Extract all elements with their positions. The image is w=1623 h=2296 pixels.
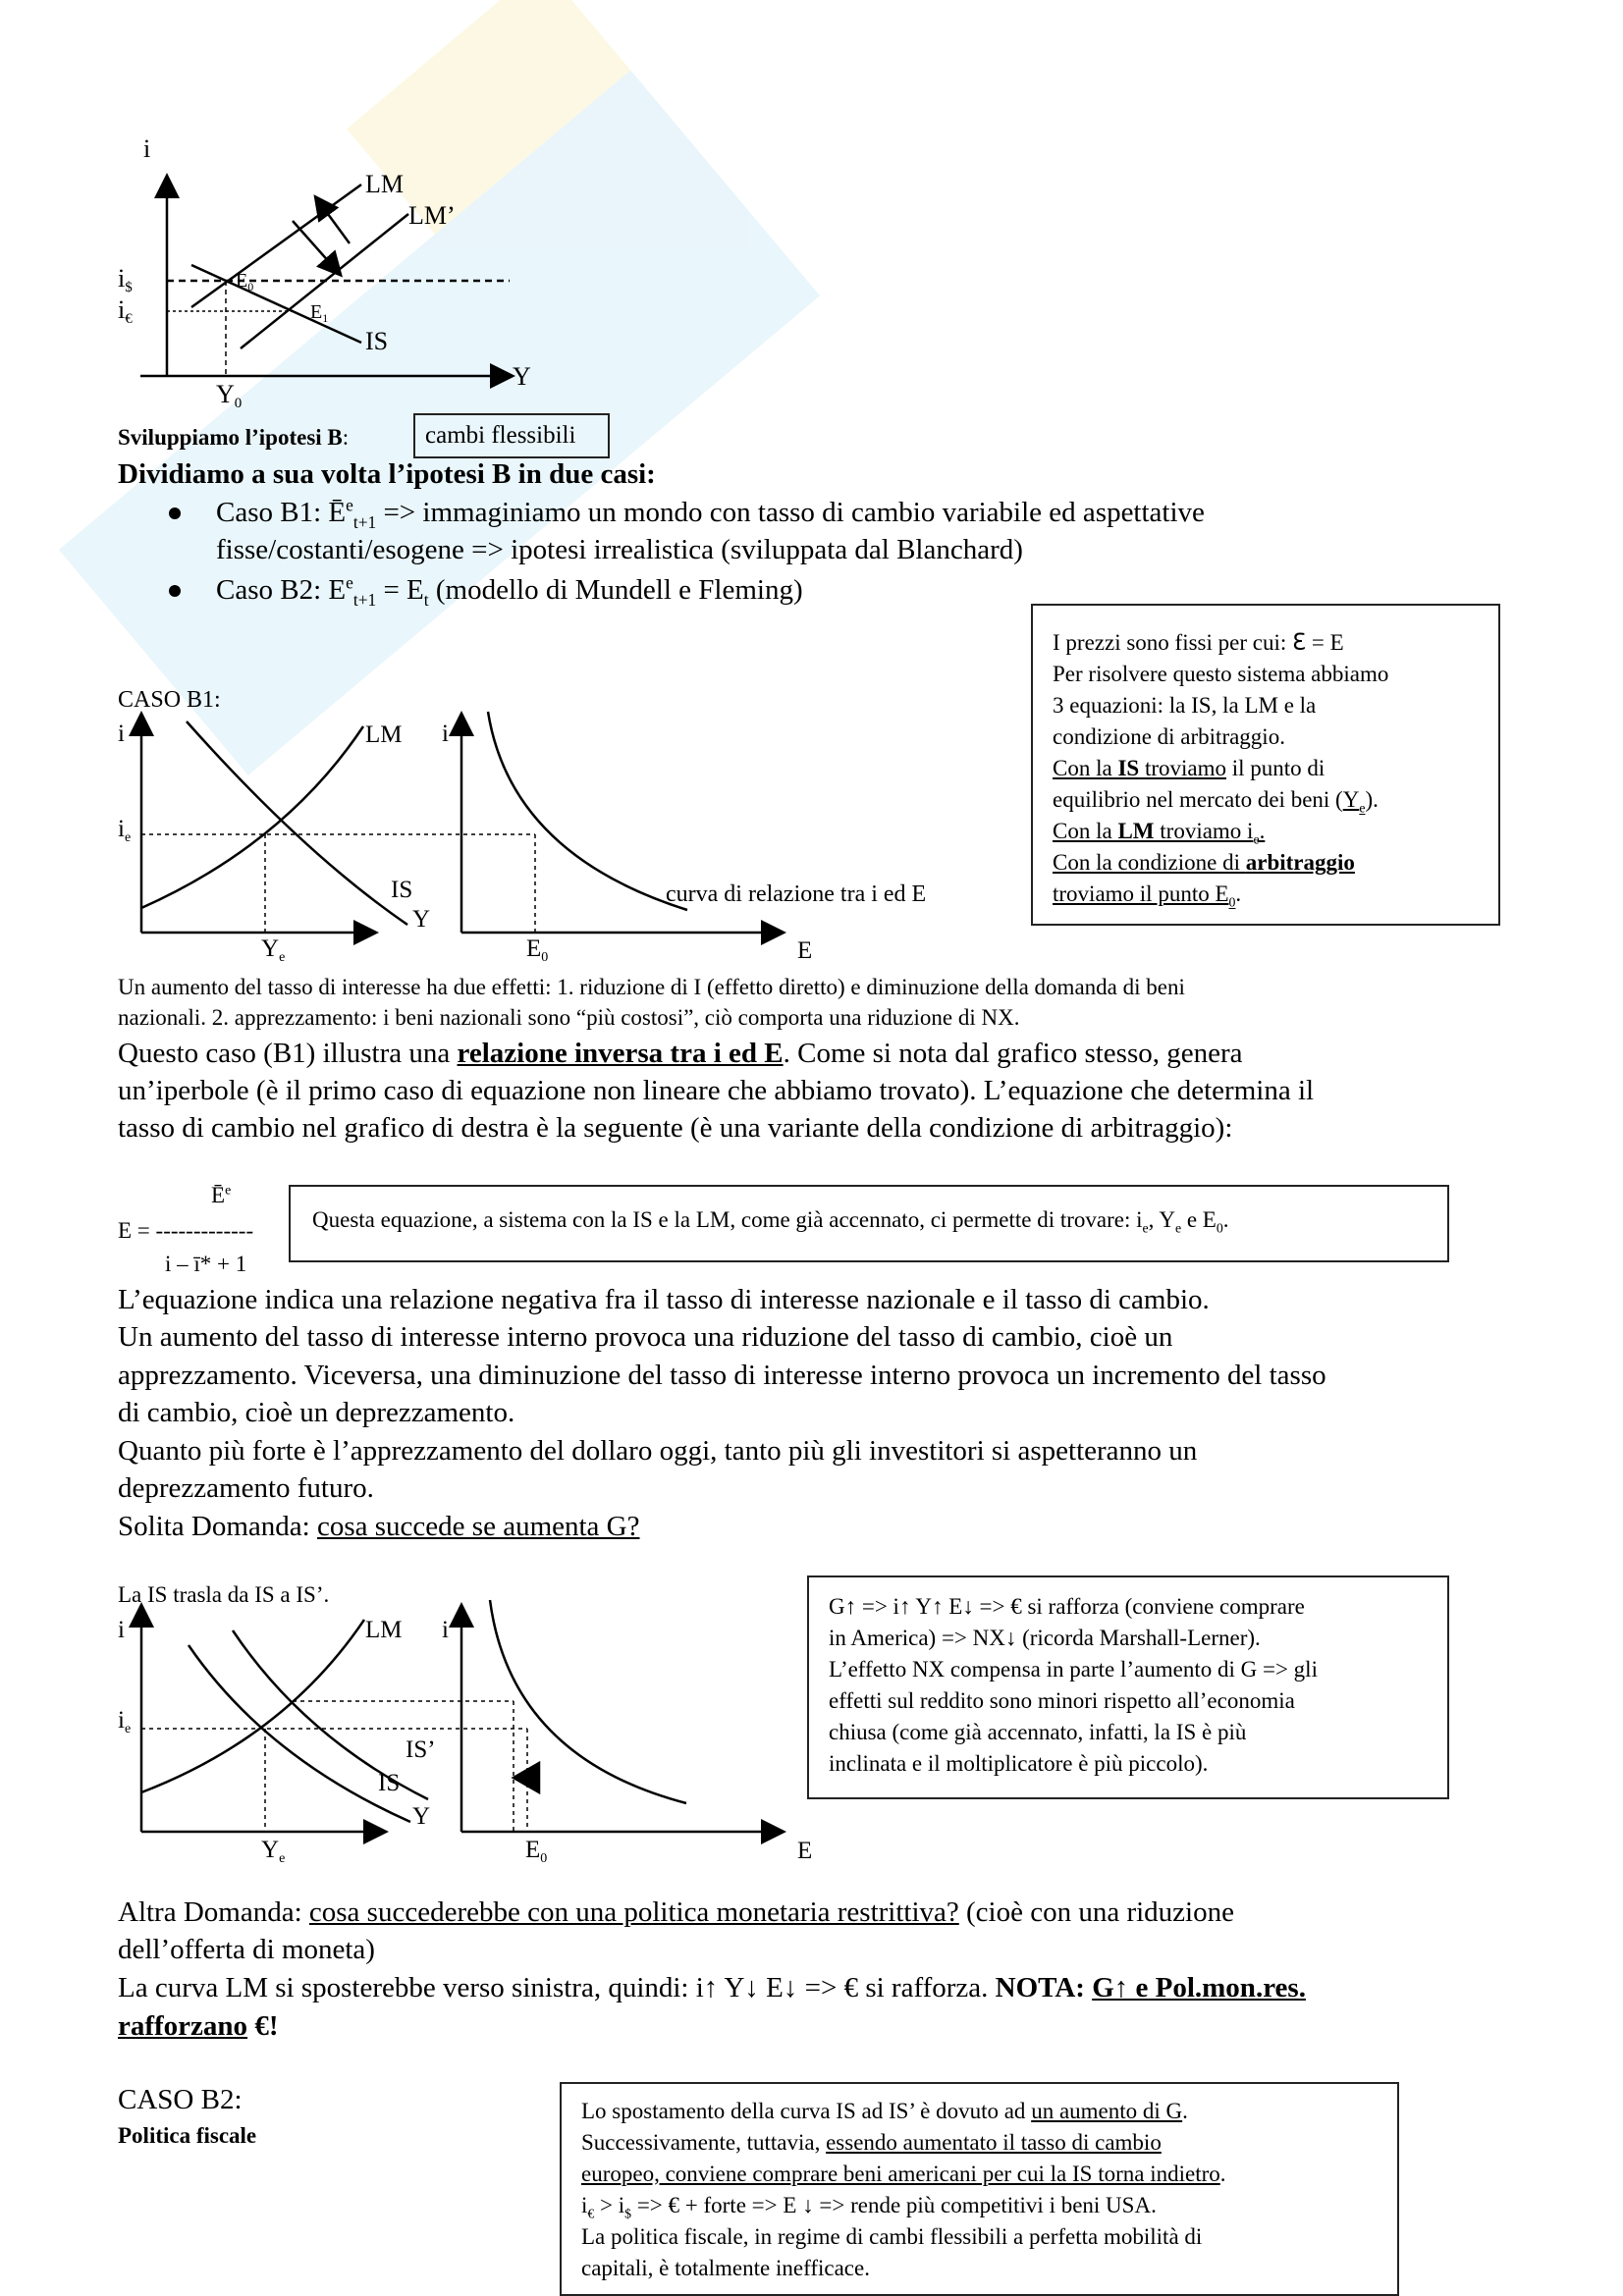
box-line: $i_€ > i_{\$}$ => € + forte => E ↓ => rende più competitivi i beni USA. — [581, 2193, 1157, 2221]
bullet-caso-b1-cont: fisse/costanti/esogene => ipotesi irrealistica (sviluppata dal Blanchard) — [216, 534, 1023, 565]
label-lm: LM — [365, 721, 403, 748]
box-line: condizione di arbitraggio. — [1053, 724, 1285, 749]
label-is: IS — [378, 1770, 401, 1796]
equation-denominator: i – ī* + 1 — [165, 1252, 247, 1276]
effetti-line-2: nazionali. 2. apprezzamento: i beni nazionali sono “più costosi”, ciò comporta una riduzione di NX. — [118, 1005, 1020, 1030]
label-lm: LM — [365, 1617, 403, 1643]
box-line: europeo, conviene comprare beni americani per cui la IS torna indietro. — [581, 2162, 1226, 2186]
box-line: G↑ => i↑ Y↑ E↓ => € si rafforza (conviene comprare — [829, 1594, 1305, 1619]
is-curve — [187, 721, 407, 925]
axis-label-i: i — [118, 1617, 125, 1643]
box-line: Per risolvere questo sistema abbiamo — [1053, 662, 1389, 686]
para3-line-4: di cambio, cioè un deprezzamento. — [118, 1397, 515, 1428]
hyperbola-curve — [490, 1600, 686, 1803]
caso-b2-title: CASO B2: — [118, 2084, 243, 2115]
box-line: I prezzi sono fissi per cui: ℇ = E — [1053, 630, 1344, 655]
bullet-caso-b2: Caso B2: $E^e_{t+1} = E_t$ (modello di Mundell e Fleming) — [216, 572, 803, 610]
box-line: equilibrio nel mercato dei beni $(Y_e)$. — [1053, 787, 1379, 816]
bullet-icon — [169, 507, 181, 519]
is-shift-caption: La IS trasla da IS a IS’. — [118, 1582, 330, 1607]
para3-line-5: Quanto più forte è l’apprezzamento del dollaro oggi, tanto più gli investitori si aspetteranno un — [118, 1435, 1198, 1467]
prezzi-fissi-box — [1031, 604, 1500, 926]
axis-label-i-right: i — [442, 721, 449, 747]
para3-line-6: deprezzamento futuro. — [118, 1472, 374, 1504]
caso-b1-label: CASO B1: — [118, 687, 221, 713]
cambi-flessibili-box — [413, 413, 610, 458]
politica-fiscale-subtitle: Politica fiscale — [118, 2123, 257, 2148]
effetti-line-1: Un aumento del tasso di interesse ha due effetti: 1. riduzione di I (effetto diretto) e diminuzione della domanda di beni — [118, 975, 1185, 999]
para3-line-3: apprezzamento. Viceversa, una diminuzione del tasso di interesse interno provoca un incremento del tasso — [118, 1360, 1326, 1391]
lm-curve — [191, 185, 361, 307]
axis-label-i: i — [143, 134, 151, 163]
box-line: L’effetto NX compensa in parte l’aumento di G => gli — [829, 1657, 1318, 1682]
axis-label-y: Y — [412, 906, 431, 933]
altra-domanda-line-4: rafforzano €! — [118, 2010, 279, 2042]
box-line: inclinata e il moltiplicatore è più piccolo). — [829, 1751, 1209, 1776]
sviluppiamo-label: Sviluppiamo l’ipotesi B — [118, 425, 343, 450]
para2-line-1: Questo caso (B1) illustra una relazione inversa tra i ed E. Come si nota dal grafico stesso, genera — [118, 1038, 1243, 1069]
para3-line-1: L’equazione indica una relazione negativa fra il tasso di interesse nazionale e il tasso di cambio. — [118, 1284, 1210, 1315]
label-is: IS — [391, 877, 413, 903]
para2-line-2: un’iperbole (è il primo caso di equazione non lineare che abbiamo trovato). L’equazione che determina il — [118, 1075, 1315, 1106]
box-line: Con la condizione di arbitraggio — [1053, 850, 1355, 875]
label-ye: $Y_e$ — [261, 935, 286, 965]
diagram-is-shift — [141, 1600, 781, 1832]
axis-label-e: E — [797, 1838, 813, 1864]
label-lm: LM — [365, 170, 404, 198]
label-e1: $E_1$ — [310, 301, 329, 325]
box-line: Con la LM troviamo $i_e$. — [1053, 819, 1266, 847]
is-curve — [191, 265, 361, 343]
left-arrow-icon — [514, 1763, 539, 1792]
label-e0: $E_0$ — [525, 1837, 548, 1866]
label-ie: $i_e$ — [118, 1707, 132, 1736]
altra-domanda-line-2: dell’offerta di moneta) — [118, 1934, 375, 1965]
box-line: chiusa (come già accennato, infatti, la IS è più — [829, 1720, 1247, 1744]
dividiamo-heading: Dividiamo a sua volta l’ipotesi B in due casi: — [118, 458, 656, 490]
bullet-icon — [169, 585, 181, 597]
axis-label-y: Y — [412, 1803, 431, 1830]
box-line: in America) => NX↓ (ricorda Marshall-Lerner). — [829, 1626, 1261, 1650]
lm-curve — [141, 1620, 364, 1792]
box-line: effetti sul reddito sono minori rispetto all’economia — [829, 1688, 1295, 1713]
axis-label-e: E — [797, 937, 813, 964]
shift-arrow-down — [293, 221, 339, 273]
box-line: Con la IS troviamo il punto di — [1053, 756, 1325, 780]
lm-curve — [141, 726, 363, 908]
box-line: Lo spostamento della curva IS ad IS’ è dovuto ad un aumento di G. — [581, 2099, 1188, 2123]
equation-numerator: $Ē^e$ — [211, 1182, 232, 1207]
axis-label-y: Y — [513, 362, 531, 391]
label-i-dollar: i$ — [118, 264, 133, 295]
label-e0: $E_0$ — [526, 935, 549, 965]
equation-lhs: E = ------------- — [118, 1218, 254, 1243]
box-line: Successivamente, tuttavia, essendo aumentato il tasso di cambio — [581, 2130, 1162, 2155]
box-line: capitali, è totalmente inefficace. — [581, 2256, 870, 2280]
politica-fiscale-box — [560, 2082, 1399, 2296]
solita-domanda: Solita Domanda: cosa succede se aumenta G? — [118, 1511, 640, 1542]
label-is: IS — [365, 327, 389, 355]
label-i-euro: i€ — [118, 295, 133, 327]
curve-label: curva di relazione tra i ed E — [666, 881, 927, 907]
altra-domanda-line-1: Altra Domanda: cosa succederebbe con una politica monetaria restrittiva? (cioè con una riduzione — [118, 1896, 1234, 1928]
label-is-prime: IS’ — [406, 1736, 436, 1763]
label-ye: $Y_e$ — [261, 1837, 286, 1866]
altra-domanda-line-3: La curva LM si sposterebbe verso sinistra, quindi: i↑ Y↓ E↓ => € si rafforza. NOTA: G↑ e Pol.mon.res. — [118, 1972, 1306, 2003]
para2-line-3: tasso di cambio nel grafico di destra è la seguente (è una variante della condizione di arbitraggio): — [118, 1112, 1233, 1144]
sviluppiamo-line — [118, 424, 349, 452]
box-line: 3 equazioni: la IS, la LM e la — [1053, 693, 1317, 718]
equation-note-box: Questa equazione, a sistema con la IS e la LM, come già accennato, ci permette di trovare: $i_e$, $Y_e$ e $E_0$. — [289, 1185, 1449, 1262]
label-y0: Y0 — [216, 380, 243, 411]
label-e0: $E_0$ — [236, 270, 254, 294]
cambi-flessibili-text: cambi flessibili — [425, 422, 576, 449]
para3-line-2: Un aumento del tasso di interesse interno provoca una riduzione del tasso di cambio, cioè un — [118, 1321, 1173, 1353]
hyperbola-curve — [488, 712, 687, 910]
box-line: troviamo il punto $E_0$. — [1053, 881, 1242, 910]
axis-label-i: i — [118, 721, 125, 747]
g-increase-box — [807, 1575, 1449, 1799]
axis-label-i-right: i — [442, 1617, 449, 1643]
colon: : — [342, 425, 350, 450]
label-lm-prime: LM’ — [408, 201, 456, 230]
label-ie: $i_e$ — [118, 816, 132, 845]
bullet-caso-b1: Caso B1: $Ē^e_{t+1}$ => immaginiamo un mondo con tasso di cambio variabile ed aspettative — [216, 495, 1205, 532]
box-line: La politica fiscale, in regime di cambi flessibili a perfetta mobilità di — [581, 2224, 1203, 2249]
